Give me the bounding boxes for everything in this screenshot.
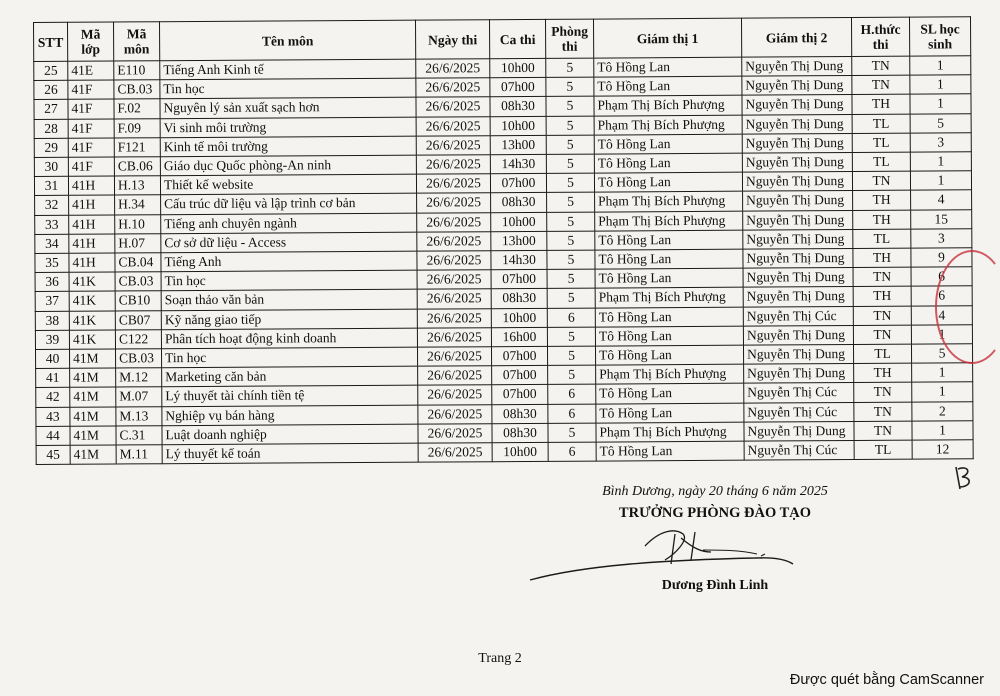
cell-giam-thi-1: Phạm Thị Bích Phượng [594, 96, 742, 116]
cell-ma-lop: 41H [69, 215, 115, 234]
cell-ngay-thi: 26/6/2025 [417, 328, 491, 348]
scanner-watermark: Được quét bằng CamScanner [789, 672, 984, 688]
cell-sl-hoc-sinh: 4 [911, 305, 972, 325]
cell-phong-thi: 5 [547, 212, 595, 231]
cell-phong-thi: 5 [548, 423, 596, 442]
cell-ca-thi: 08h30 [491, 289, 547, 309]
signature-date: Bình Dương, ngày 20 tháng 6 năm 2025 [602, 484, 828, 499]
cell-ca-thi: 13h00 [490, 135, 546, 155]
cell-giam-thi-2: Nguyễn Thị Dung [743, 345, 853, 365]
cell-hinh-thuc-thi: TN [852, 75, 910, 95]
cell-giam-thi-1: Tô Hồng Lan [594, 153, 742, 173]
cell-ma-mon: CB07 [115, 310, 161, 329]
cell-stt: 34 [35, 234, 69, 253]
col-header-ca-thi: Ca thi [489, 19, 545, 58]
signature-block [560, 482, 870, 593]
cell-ma-lop: 41F [68, 80, 114, 99]
cell-giam-thi-1: Tô Hồng Lan [595, 345, 743, 365]
cell-ma-lop: 41M [70, 368, 116, 387]
col-header-phong-thi: Phòng thi [545, 19, 593, 58]
cell-ngay-thi: 26/6/2025 [417, 251, 491, 271]
cell-ngay-thi: 26/6/2025 [417, 308, 491, 328]
cell-ma-mon: F121 [114, 138, 160, 157]
col-header-ngay-thi: Ngày thi [415, 20, 489, 59]
cell-ma-lop: 41K [69, 330, 115, 349]
cell-hinh-thuc-thi: TL [852, 152, 910, 172]
cell-sl-hoc-sinh: 1 [912, 363, 973, 383]
cell-giam-thi-1: Phạm Thị Bích Phượng [596, 422, 744, 442]
cell-giam-thi-2: Nguyễn Thị Cúc [744, 383, 854, 403]
cell-hinh-thuc-thi: TN [854, 383, 912, 403]
cell-giam-thi-1: Tô Hồng Lan [596, 384, 744, 404]
cell-ca-thi: 10h00 [491, 308, 547, 328]
cell-ten-mon: Luật doanh nghiệp [162, 424, 418, 445]
col-header-giam-thi-2: Giám thị 2 [741, 18, 851, 58]
cell-giam-thi-2: Nguyễn Thị Dung [743, 268, 853, 288]
cell-giam-thi-2: Nguyễn Thị Dung [743, 249, 853, 269]
cell-sl-hoc-sinh: 5 [911, 344, 972, 364]
cell-stt: 26 [34, 80, 68, 99]
cell-giam-thi-1: Phạm Thị Bích Phượng [595, 211, 743, 231]
cell-hinh-thuc-thi: TL [852, 114, 910, 134]
cell-hinh-thuc-thi: TN [854, 421, 912, 441]
cell-ngay-thi: 26/6/2025 [417, 193, 491, 213]
cell-ma-lop: 41M [70, 445, 116, 464]
cell-phong-thi: 5 [548, 365, 596, 384]
cell-ngay-thi: 26/6/2025 [417, 270, 491, 290]
cell-sl-hoc-sinh: 1 [910, 171, 971, 191]
cell-sl-hoc-sinh: 5 [910, 113, 971, 133]
cell-phong-thi: 6 [548, 385, 596, 404]
cell-phong-thi: 5 [546, 96, 594, 115]
cell-ten-mon: Kỹ năng giao tiếp [161, 309, 417, 330]
cell-ten-mon: Kinh tế môi trường [160, 136, 416, 157]
cell-ca-thi: 16h00 [491, 327, 547, 347]
cell-ten-mon: Tin học [160, 78, 416, 99]
cell-ngay-thi: 26/6/2025 [417, 232, 491, 252]
cell-ma-mon: F.02 [114, 99, 160, 118]
cell-phong-thi: 5 [546, 116, 594, 135]
cell-phong-thi: 5 [546, 173, 594, 192]
cell-ca-thi: 07h00 [491, 346, 547, 366]
cell-ngay-thi: 26/6/2025 [417, 289, 491, 309]
cell-ma-lop: 41K [69, 291, 115, 310]
cell-phong-thi: 5 [547, 327, 595, 346]
signer-name: Dương Đình Linh [661, 578, 769, 593]
cell-ngay-thi: 26/6/2025 [416, 116, 490, 136]
cell-giam-thi-2: Nguyễn Thị Cúc [744, 441, 854, 461]
cell-ten-mon: Cơ sở dữ liệu - Access [161, 232, 417, 253]
cell-giam-thi-2: Nguyễn Thị Dung [742, 172, 852, 192]
cell-giam-thi-1: Tô Hồng Lan [595, 249, 743, 269]
cell-sl-hoc-sinh: 1 [910, 94, 971, 114]
cell-stt: 31 [34, 177, 68, 196]
cell-giam-thi-2: Nguyễn Thị Dung [743, 287, 853, 307]
cell-hinh-thuc-thi: TN [852, 56, 910, 76]
cell-sl-hoc-sinh: 6 [911, 267, 972, 287]
cell-ca-thi: 08h30 [491, 193, 547, 213]
cell-hinh-thuc-thi: TN [853, 306, 911, 326]
cell-ma-mon: E110 [114, 61, 160, 80]
cell-giam-thi-1: Phạm Thị Bích Phượng [594, 115, 742, 135]
cell-ma-lop: 41M [70, 387, 116, 406]
cell-ca-thi: 07h00 [490, 174, 546, 194]
cell-ngay-thi: 26/6/2025 [418, 366, 492, 386]
cell-phong-thi: 6 [548, 442, 596, 461]
cell-ten-mon: Vi sinh môi trường [160, 117, 416, 138]
cell-sl-hoc-sinh: 1 [910, 152, 971, 172]
cell-ca-thi: 10h00 [490, 58, 546, 78]
cell-phong-thi: 6 [548, 404, 596, 423]
cell-ten-mon: Tiếng Anh [161, 251, 417, 272]
col-header-ten-mon: Tên môn [160, 20, 416, 61]
cell-ca-thi: 07h00 [492, 366, 548, 386]
cell-phong-thi: 5 [546, 135, 594, 154]
cell-giam-thi-1: Phạm Thị Bích Phượng [596, 364, 744, 384]
cell-ma-lop: 41E [68, 61, 114, 80]
cell-stt: 27 [34, 100, 68, 119]
cell-phong-thi: 6 [547, 308, 595, 327]
cell-stt: 40 [36, 349, 70, 368]
cell-stt: 38 [35, 311, 69, 330]
cell-hinh-thuc-thi: TN [853, 267, 911, 287]
cell-phong-thi: 5 [547, 231, 595, 250]
cell-ten-mon: Cấu trúc dữ liệu và lập trình cơ bản [161, 194, 417, 215]
cell-ma-mon: CB.03 [115, 349, 161, 368]
cell-phong-thi: 5 [547, 346, 595, 365]
cell-giam-thi-1: Tô Hồng Lan [596, 403, 744, 423]
cell-ngay-thi: 26/6/2025 [416, 174, 490, 194]
cell-giam-thi-2: Nguyễn Thị Dung [744, 421, 854, 441]
cell-ca-thi: 08h30 [492, 423, 548, 443]
cell-ma-mon: M.11 [116, 445, 162, 464]
cell-ca-thi: 10h00 [490, 116, 546, 136]
cell-ma-mon: H.13 [114, 176, 160, 195]
cell-ngay-thi: 26/6/2025 [416, 155, 490, 175]
cell-hinh-thuc-thi: TN [852, 171, 910, 191]
cell-giam-thi-1: Tô Hồng Lan [595, 230, 743, 250]
cell-phong-thi: 5 [547, 192, 595, 211]
cell-ma-mon: CB.04 [115, 253, 161, 272]
cell-ma-mon: M.07 [116, 387, 162, 406]
cell-hinh-thuc-thi: TH [853, 287, 911, 307]
cell-ca-thi: 14h30 [491, 250, 547, 270]
cell-phong-thi: 5 [547, 250, 595, 269]
cell-ten-mon: Lý thuyết tài chính tiền tệ [162, 386, 418, 407]
initials-mark [950, 463, 980, 493]
cell-giam-thi-1: Tô Hồng Lan [594, 172, 742, 192]
cell-giam-thi-2: Nguyễn Thị Dung [743, 210, 853, 230]
page-number: Trang 2 [478, 651, 522, 666]
cell-ma-mon: M.12 [116, 368, 162, 387]
cell-ma-mon: CB.03 [115, 272, 161, 291]
cell-ngay-thi: 26/6/2025 [416, 97, 490, 117]
cell-ma-mon: CB10 [115, 291, 161, 310]
cell-hinh-thuc-thi: TL [852, 133, 910, 153]
cell-giam-thi-1: Tô Hồng Lan [596, 441, 744, 461]
cell-ca-thi: 07h00 [491, 270, 547, 290]
cell-ma-mon: C122 [115, 330, 161, 349]
cell-ma-lop: 41H [69, 234, 115, 253]
cell-stt: 37 [35, 292, 69, 311]
cell-giam-thi-2: Nguyễn Thị Dung [743, 229, 853, 249]
cell-ma-mon: CB.03 [114, 80, 160, 99]
cell-stt: 42 [36, 388, 70, 407]
cell-giam-thi-2: Nguyễn Thị Cúc [743, 306, 853, 326]
cell-ten-mon: Tin học [161, 270, 417, 291]
cell-giam-thi-2: Nguyễn Thị Dung [742, 153, 852, 173]
cell-ca-thi: 07h00 [492, 385, 548, 405]
cell-ma-mon: H.34 [115, 195, 161, 214]
cell-giam-thi-2: Nguyễn Thị Dung [743, 191, 853, 211]
cell-hinh-thuc-thi: TN [854, 402, 912, 422]
col-header-giam-thi-1: Giám thị 1 [593, 18, 741, 58]
cell-ma-lop: 41M [70, 349, 116, 368]
cell-stt: 25 [34, 61, 68, 80]
cell-ma-mon: F.09 [114, 118, 160, 137]
cell-hinh-thuc-thi: TL [853, 344, 911, 364]
cell-stt: 36 [35, 273, 69, 292]
cell-sl-hoc-sinh: 1 [910, 56, 971, 76]
cell-sl-hoc-sinh: 1 [910, 75, 971, 95]
cell-stt: 45 [36, 445, 70, 464]
cell-hinh-thuc-thi: TN [853, 325, 911, 345]
cell-stt: 35 [35, 253, 69, 272]
col-header-ma-lop: Mã lớp [68, 22, 114, 61]
cell-ca-thi: 10h00 [492, 442, 548, 462]
cell-ma-lop: 41H [69, 253, 115, 272]
cell-stt: 41 [36, 369, 70, 388]
cell-stt: 30 [34, 157, 68, 176]
cell-giam-thi-1: Tô Hồng Lan [594, 134, 742, 154]
cell-stt: 32 [35, 196, 69, 215]
exam-schedule-table [33, 16, 974, 465]
cell-sl-hoc-sinh: 1 [912, 421, 973, 441]
cell-hinh-thuc-thi: TH [853, 248, 911, 268]
cell-giam-thi-1: Phạm Thị Bích Phượng [595, 192, 743, 212]
cell-ma-lop: 41M [70, 426, 116, 445]
cell-phong-thi: 5 [547, 289, 595, 308]
cell-ten-mon: Nguyên lý sản xuất sạch hơn [160, 98, 416, 119]
cell-ma-lop: 41F [68, 119, 114, 138]
cell-ma-mon: CB.06 [114, 157, 160, 176]
col-header-sl-hoc-sinh: SL học sinh [909, 17, 970, 56]
cell-stt: 28 [34, 119, 68, 138]
cell-sl-hoc-sinh: 1 [912, 382, 973, 402]
cell-ma-mon: M.13 [116, 406, 162, 425]
cell-ten-mon: Soạn thảo văn bản [161, 290, 417, 311]
cell-sl-hoc-sinh: 3 [911, 229, 972, 249]
cell-giam-thi-1: Phạm Thị Bích Phượng [595, 288, 743, 308]
cell-giam-thi-2: Nguyễn Thị Cúc [744, 402, 854, 422]
cell-hinh-thuc-thi: TL [854, 440, 912, 460]
cell-phong-thi: 5 [546, 77, 594, 96]
cell-ma-mon: H.07 [115, 234, 161, 253]
cell-ca-thi: 14h30 [490, 154, 546, 174]
cell-ma-mon: C.31 [116, 426, 162, 445]
cell-giam-thi-1: Tô Hồng Lan [594, 57, 742, 77]
cell-giam-thi-2: Nguyễn Thị Dung [742, 95, 852, 115]
cell-ten-mon: Lý thuyết kế toán [162, 443, 418, 464]
cell-ma-lop: 41F [68, 157, 114, 176]
cell-sl-hoc-sinh: 6 [911, 286, 972, 306]
cell-ngay-thi: 26/6/2025 [418, 443, 492, 463]
cell-ca-thi: 08h30 [492, 404, 548, 424]
cell-sl-hoc-sinh: 1 [911, 325, 972, 345]
cell-stt: 39 [35, 330, 69, 349]
cell-phong-thi: 5 [547, 269, 595, 288]
cell-hinh-thuc-thi: TH [854, 363, 912, 383]
cell-ten-mon: Tin học [161, 347, 417, 368]
cell-ngay-thi: 26/6/2025 [417, 212, 491, 232]
cell-ma-lop: 41F [68, 138, 114, 157]
cell-ngay-thi: 26/6/2025 [416, 59, 490, 79]
cell-ten-mon: Giáo dục Quốc phòng-An ninh [160, 155, 416, 176]
cell-ten-mon: Tiếng anh chuyên ngành [161, 213, 417, 234]
cell-hinh-thuc-thi: TL [853, 229, 911, 249]
cell-ten-mon: Phân tích hoạt động kinh doanh [161, 328, 417, 349]
cell-ma-lop: 41F [68, 99, 114, 118]
cell-sl-hoc-sinh: 9 [911, 248, 972, 268]
cell-ma-lop: 41H [68, 176, 114, 195]
cell-giam-thi-1: Tô Hồng Lan [594, 76, 742, 96]
cell-ma-lop: 41K [69, 311, 115, 330]
cell-hinh-thuc-thi: TH [853, 210, 911, 230]
cell-ma-lop: 41K [69, 272, 115, 291]
cell-ten-mon: Marketing căn bản [162, 366, 418, 387]
col-header-stt: STT [34, 22, 68, 61]
cell-stt: 29 [34, 138, 68, 157]
cell-sl-hoc-sinh: 12 [912, 440, 973, 460]
cell-ma-mon: H.10 [115, 214, 161, 233]
cell-ma-lop: 41H [69, 195, 115, 214]
cell-stt: 43 [36, 407, 70, 426]
cell-giam-thi-2: Nguyễn Thị Dung [742, 133, 852, 153]
cell-stt: 44 [36, 426, 70, 445]
cell-stt: 33 [35, 215, 69, 234]
cell-phong-thi: 5 [546, 58, 594, 77]
cell-giam-thi-1: Tô Hồng Lan [595, 326, 743, 346]
col-header-ma-mon: Mã môn [114, 22, 160, 61]
cell-ma-lop: 41M [70, 407, 116, 426]
cell-ngay-thi: 26/6/2025 [418, 424, 492, 444]
cell-ngay-thi: 26/6/2025 [416, 78, 490, 98]
cell-giam-thi-2: Nguyễn Thị Dung [742, 76, 852, 96]
cell-giam-thi-2: Nguyễn Thị Dung [743, 325, 853, 345]
cell-giam-thi-1: Tô Hồng Lan [595, 268, 743, 288]
cell-sl-hoc-sinh: 15 [911, 209, 972, 229]
cell-ten-mon: Tiếng Anh Kinh tế [160, 59, 416, 80]
cell-ca-thi: 07h00 [490, 78, 546, 98]
cell-sl-hoc-sinh: 2 [912, 401, 973, 421]
cell-ten-mon: Nghiệp vụ bán hàng [162, 405, 418, 426]
cell-hinh-thuc-thi: TH [852, 95, 910, 115]
cell-ngay-thi: 26/6/2025 [416, 136, 490, 156]
cell-hinh-thuc-thi: TH [853, 191, 911, 211]
cell-ngay-thi: 26/6/2025 [418, 404, 492, 424]
cell-ngay-thi: 26/6/2025 [417, 347, 491, 367]
cell-giam-thi-1: Tô Hồng Lan [595, 307, 743, 327]
cell-ca-thi: 13h00 [491, 231, 547, 251]
signature-title: TRƯỞNG PHÒNG ĐÀO TẠO [618, 505, 812, 521]
col-header-hinh-thuc-thi: H.thức thi [851, 17, 909, 56]
table-header-row [34, 17, 971, 62]
cell-giam-thi-2: Nguyễn Thị Dung [744, 364, 854, 384]
cell-ca-thi: 08h30 [490, 97, 546, 117]
cell-ca-thi: 10h00 [491, 212, 547, 232]
cell-sl-hoc-sinh: 4 [911, 190, 972, 210]
cell-ten-mon: Thiết kế website [160, 174, 416, 195]
cell-sl-hoc-sinh: 3 [910, 133, 971, 153]
cell-ngay-thi: 26/6/2025 [418, 385, 492, 405]
cell-giam-thi-2: Nguyễn Thị Dung [742, 114, 852, 134]
cell-giam-thi-2: Nguyễn Thị Dung [742, 56, 852, 76]
cell-phong-thi: 5 [546, 154, 594, 173]
red-stamp-seal [935, 250, 1000, 364]
